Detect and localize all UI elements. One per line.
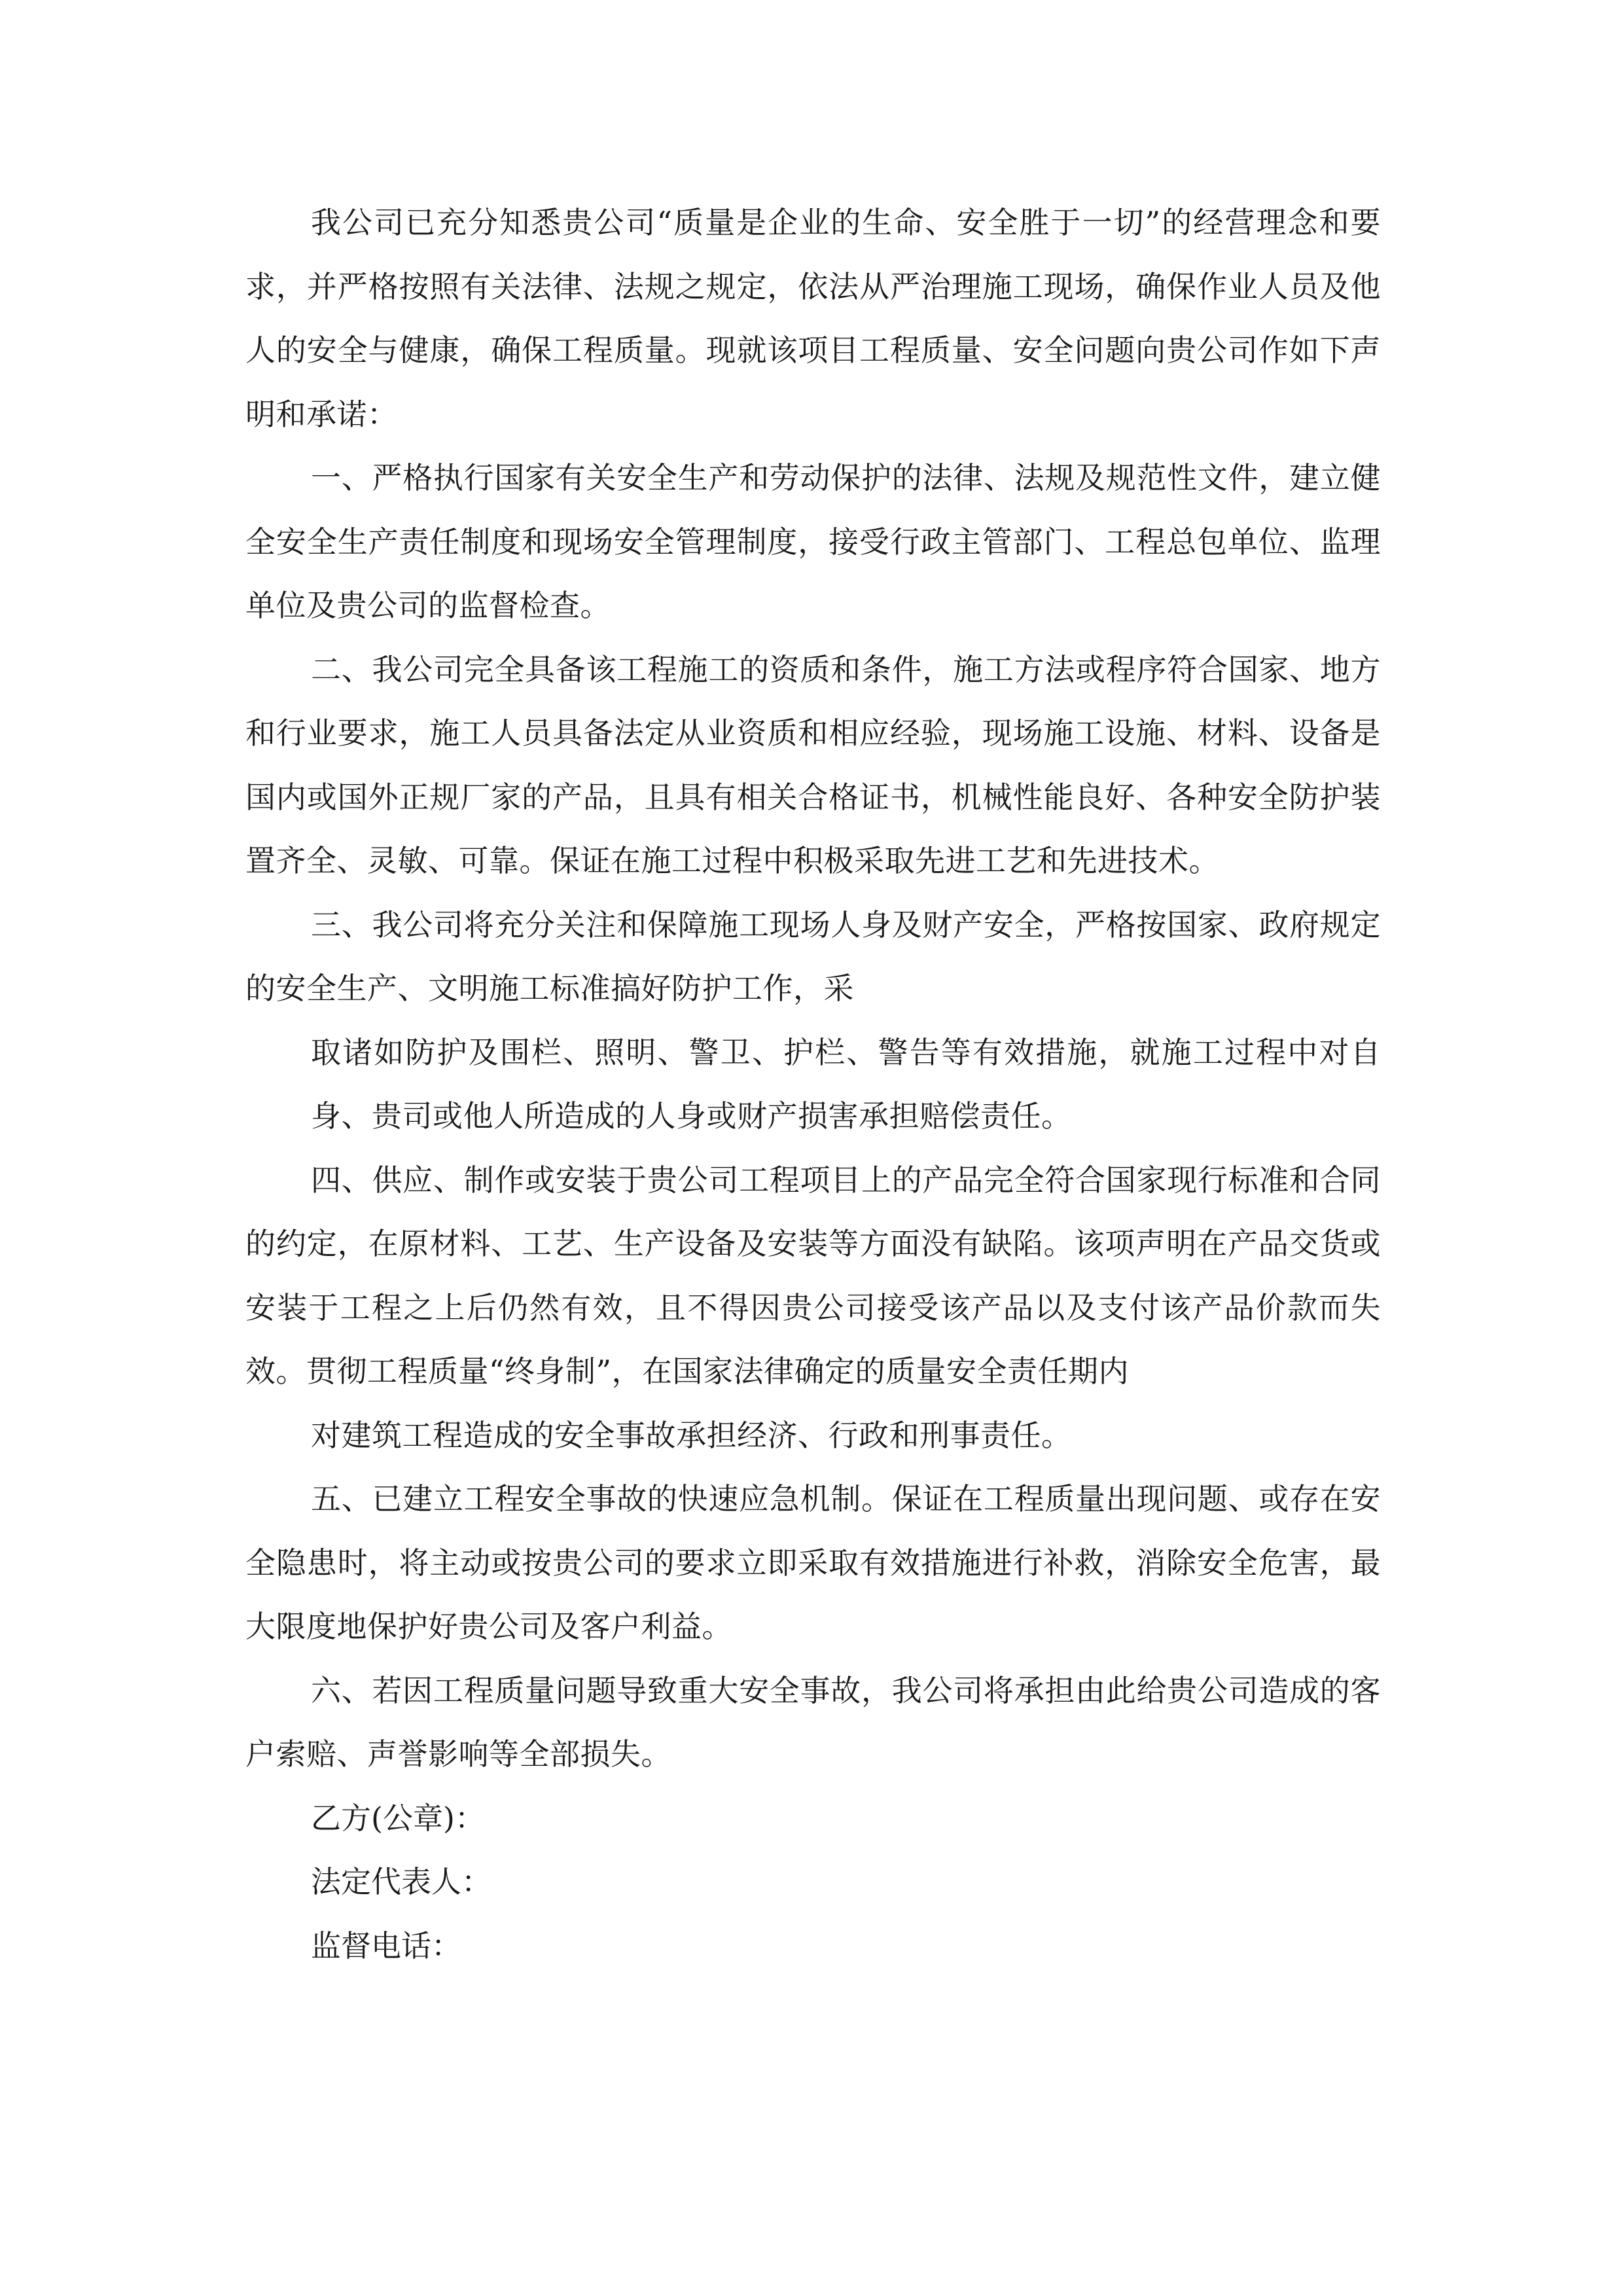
clause-1-paragraph: 一、严格执行国家有关安全生产和劳动保护的法律、法规及规范性文件，建立健全安全生产责任制度和现场安全管理制度，接受行政主管部门、工程总包单位、监理单位及贵公司的监督检查。 bbox=[245, 460, 1381, 623]
party-b-seal-line: 乙方(公章)： bbox=[311, 1800, 485, 1836]
intro-paragraph: 我公司已充分知悉贵公司“质量是企业的生命、安全胜于一切”的经营理念和要求，并严格按照有关法律、法规之规定，依法从严治理施工现场，确保作业人员及他人的安全与健康，确保工程质量。现就该项目工程质量、安全问题向贵公司作如下声明和承诺： bbox=[245, 205, 1381, 432]
clause-4-continuation: 对建筑工程造成的安全事故承担经济、行政和刑事责任。 bbox=[311, 1417, 1072, 1453]
clause-3-continuation: 取诸如防护及围栏、照明、警卫、护栏、警告等有效措施，就施工过程中对自身、贵司或他人所造成的人身或财产损害承担赔偿责任。 bbox=[311, 1034, 1381, 1134]
clause-3-paragraph: 三、我公司将充分关注和保障施工现场人身及财产安全，严格按国家、政府规定的安全生产、文明施工标准搞好防护工作，采 bbox=[245, 906, 1381, 1006]
clause-5-paragraph: 五、已建立工程安全事故的快速应急机制。保证在工程质量出现问题、或存在安全隐患时，将主动或按贵公司的要求立即采取有效措施进行补救，消除安全危害，最大限度地保护好贵公司及客户利益。 bbox=[245, 1481, 1381, 1644]
clause-2-paragraph: 二、我公司完全具备该工程施工的资质和条件，施工方法或程序符合国家、地方和行业要求，施工人员具备法定从业资质和相应经验，现场施工设施、材料、设备是国内或国外正规厂家的产品，且具有相关合格证书，机械性能良好、各种安全防护装置齐全、灵敏、可靠。保证在施工过程中积极采取先进工艺和先进技术。 bbox=[245, 651, 1381, 878]
legal-representative-line: 法定代表人： bbox=[311, 1864, 491, 1899]
clause-6-paragraph: 六、若因工程质量问题导致重大安全事故，我公司将承担由此给贵公司造成的客户索赔、声誉影响等全部损失。 bbox=[245, 1672, 1381, 1772]
document-body bbox=[245, 191, 1381, 1978]
supervision-phone-line: 监督电话： bbox=[311, 1928, 461, 1964]
clause-4-paragraph: 四、供应、制作或安装于贵公司工程项目上的产品完全符合国家现行标准和合同的约定，在原材料、工艺、生产设备及安装等方面没有缺陷。该项声明在产品交货或安装于工程之上后仍然有效，且不得因贵公司接受该产品以及支付该产品价款而失效。贯彻工程质量“终身制”，在国家法律确定的质量安全责任期内 bbox=[245, 1162, 1381, 1389]
